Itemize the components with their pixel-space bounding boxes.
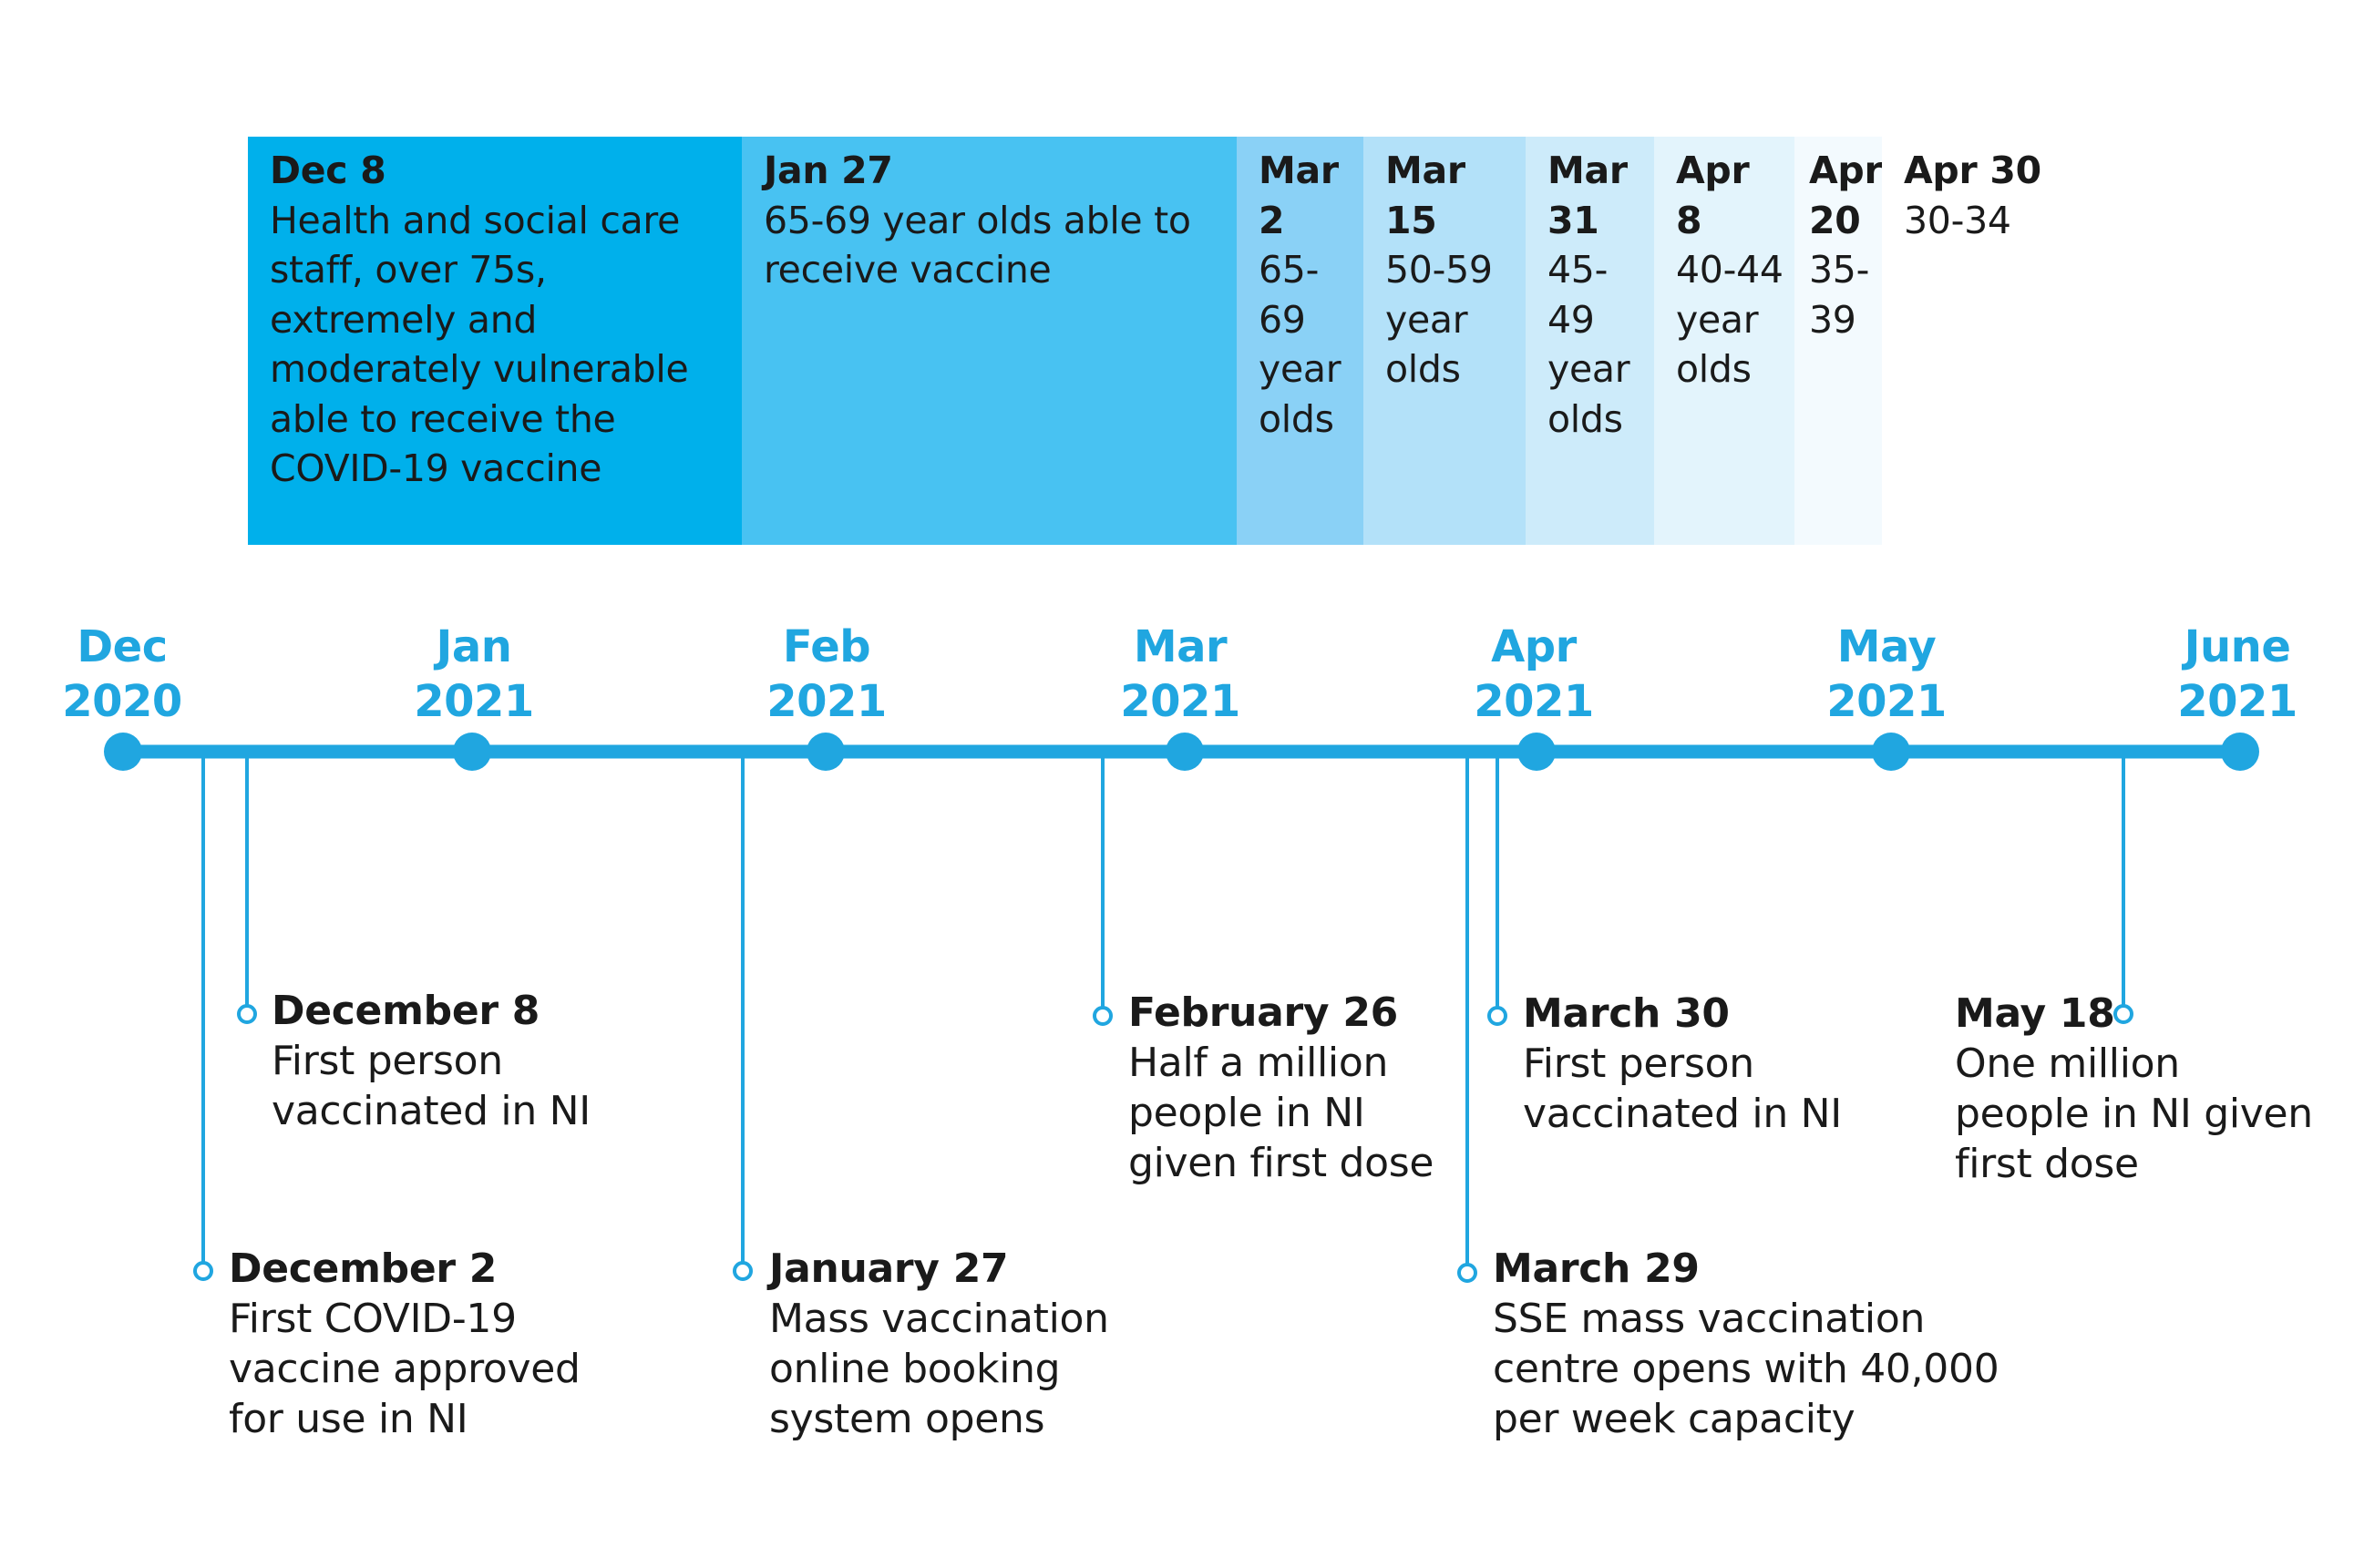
event-dot-december-8 [239, 1006, 255, 1022]
month-marker-jan-2021 [453, 733, 491, 771]
month-year: 2021 [414, 676, 534, 727]
eligibility-date: Apr 30 [1904, 149, 2041, 192]
event-title: May 18 [1955, 990, 2115, 1037]
month-marker-may-2021 [1872, 733, 1910, 771]
eligibility-date: Apr 20 [1809, 149, 1882, 242]
eligibility-date: Mar 2 [1259, 149, 1339, 242]
event-january-27 [769, 1244, 1134, 1444]
event-may-18 [1955, 989, 2319, 1189]
event-dot-march-29 [1459, 1265, 1475, 1281]
event-march-30 [1523, 989, 1887, 1139]
month-marker-mar-2021 [1166, 733, 1204, 771]
month-name: Feb [782, 621, 871, 672]
event-december-2 [229, 1244, 612, 1444]
month-name: Jan [436, 621, 512, 672]
event-description: First person vaccinated in NI [272, 1038, 591, 1134]
eligibility-text: 65-69 year olds [1259, 248, 1341, 441]
month-year: 2021 [1826, 676, 1947, 727]
eligibility-text: 30-34 [1904, 198, 2011, 242]
event-description: One million people in NI given first dose [1955, 1040, 2313, 1187]
event-title: December 2 [229, 1245, 498, 1292]
month-name: May [1836, 621, 1937, 672]
event-february-26 [1128, 988, 1465, 1188]
eligibility-text: 40-44 year olds [1676, 248, 1783, 391]
event-title: December 8 [272, 988, 540, 1034]
month-name: June [2184, 621, 2291, 672]
event-dot-march-30 [1489, 1008, 1506, 1024]
event-description: First COVID-19 vaccine approved for use in NI [229, 1296, 581, 1442]
eligibility-date: Dec 8 [270, 149, 386, 192]
event-march-29 [1493, 1244, 2030, 1444]
eligibility-date: Apr 8 [1676, 149, 1750, 242]
month-year: 2020 [62, 676, 182, 727]
event-december-8 [272, 986, 636, 1136]
event-title: March 30 [1523, 990, 1730, 1037]
eligibility-text: 50-59 year olds [1385, 248, 1493, 391]
eligibility-text: 65-69 year olds able to receive vaccine [764, 198, 1191, 292]
event-dot-january-27 [735, 1263, 751, 1279]
event-title: March 29 [1493, 1245, 1700, 1292]
month-name: Dec [77, 621, 168, 672]
month-year: 2021 [1120, 676, 1240, 727]
event-dot-february-26 [1095, 1008, 1111, 1024]
event-description: SSE mass vaccination centre opens with 40,000 per week capacity [1493, 1296, 1999, 1442]
month-marker-dec-2020 [104, 733, 142, 771]
event-description: Half a million people in NI given first dose [1128, 1040, 1434, 1186]
month-year: 2021 [2177, 676, 2297, 727]
month-marker-feb-2021 [807, 733, 845, 771]
month-name: Apr [1491, 621, 1577, 672]
eligibility-date: Mar 31 [1547, 149, 1628, 242]
month-name: Mar [1133, 621, 1228, 672]
month-marker-apr-2021 [1517, 733, 1556, 771]
event-title: January 27 [769, 1245, 1009, 1292]
event-description: Mass vaccination online booking system opens [769, 1296, 1109, 1442]
event-dot-december-2 [195, 1263, 211, 1279]
eligibility-date: Jan 27 [764, 149, 893, 192]
eligibility-text: Health and social care staff, over 75s, extremely and moderately vulnerable able to receive the COVID-19 vaccine [270, 198, 689, 490]
month-marker-june-2021 [2221, 733, 2259, 771]
event-description: First person vaccinated in NI [1523, 1040, 1842, 1137]
eligibility-date: Mar 15 [1385, 149, 1465, 242]
eligibility-text: 45-49 year olds [1547, 248, 1630, 441]
eligibility-text: 35-39 [1809, 248, 1870, 342]
month-year: 2021 [766, 676, 887, 727]
month-year: 2021 [1474, 676, 1594, 727]
event-title: February 26 [1128, 989, 1398, 1036]
